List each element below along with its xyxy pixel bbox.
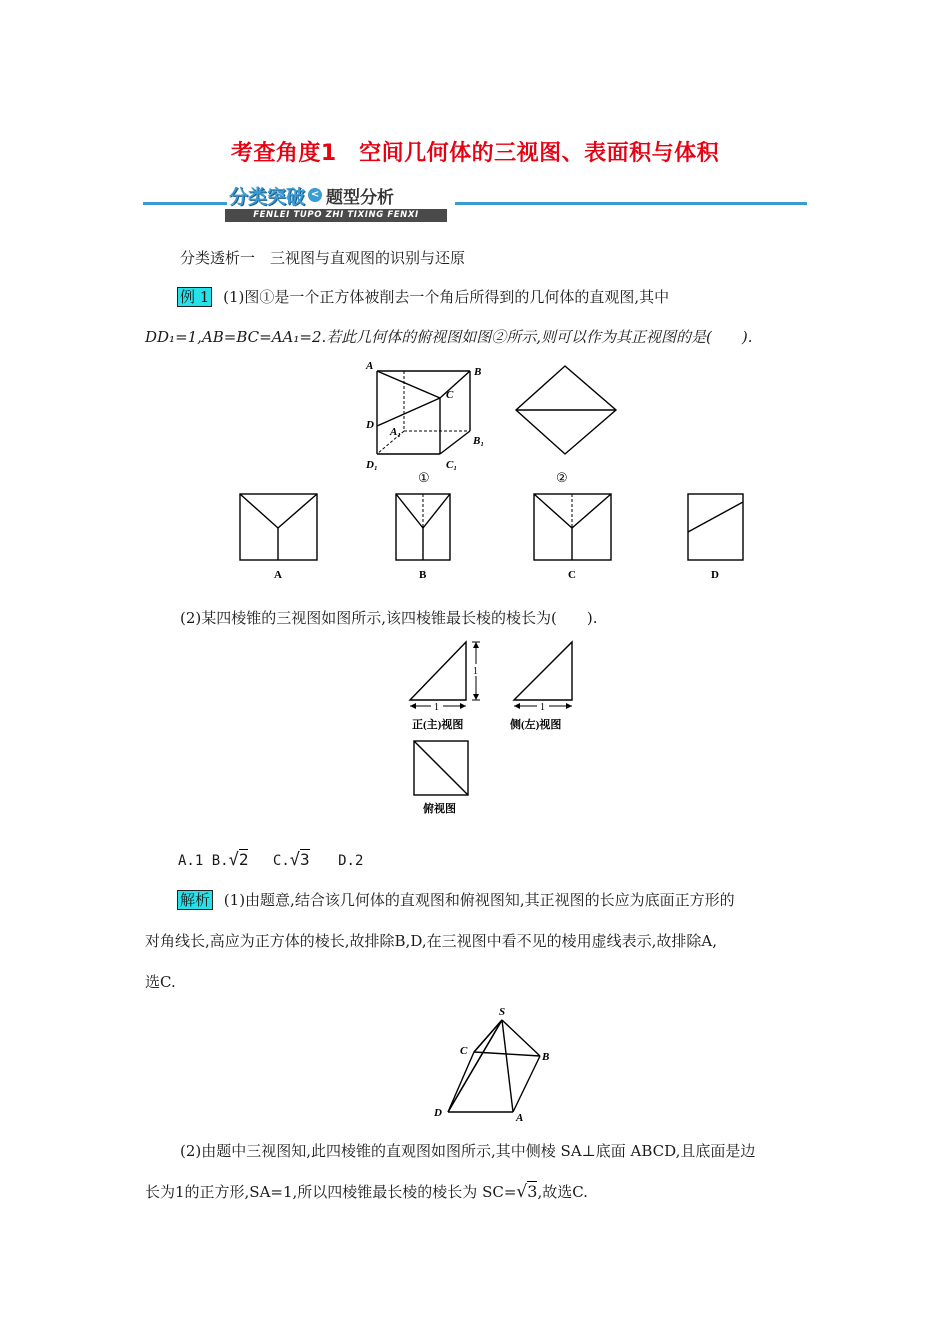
choice-d: D.2	[338, 853, 364, 869]
solution-line-3: 选C.	[145, 973, 176, 991]
solution-1-text: (1)由题意,结合该几何体的直观图和俯视图知,其正视图的长应为底面正方形的	[223, 891, 735, 909]
option-figure-label-a: A	[274, 569, 282, 581]
sqrt-icon: √	[289, 850, 301, 870]
solution-2-text-a: 长为1的正方形,SA=1,所以四棱锥最长棱的棱长为 SC=	[145, 1183, 517, 1201]
option-figure-label-c: C	[568, 569, 576, 581]
solution-2-line-2	[145, 1182, 588, 1202]
option-figure-label-d: D	[711, 569, 719, 581]
section-heading: 分类透析一 三视图与直观图的识别与还原	[180, 249, 466, 267]
front-height-dim: 1	[473, 666, 478, 677]
choice-b: B.	[211, 853, 229, 869]
page-title: 考查角度1 空间几何体的三视图、表面积与体积	[230, 141, 720, 166]
side-width-dim: 1	[540, 702, 545, 713]
label-C1: C₁	[446, 459, 458, 471]
question-2: (2)某四棱锥的三视图如图所示,该四棱锥最长棱的棱长为( ).	[180, 609, 598, 627]
side-view-caption: 侧(左)视图	[510, 719, 562, 731]
label-B: B	[474, 366, 482, 378]
solution-tag: 解析	[177, 890, 213, 910]
pyramid-label-a: A	[516, 1112, 524, 1124]
figure-2-top-view	[512, 358, 622, 488]
pyramid-label-s: S	[499, 1006, 506, 1018]
side-view-figure	[510, 636, 590, 736]
example-tag: 例 1	[177, 287, 212, 307]
answer-choices	[178, 850, 363, 871]
solution-2-line-1: (2)由题中三视图知,此四棱锥的直观图如图所示,其中侧棱 SA⊥底面 ABCD,且底面是边	[180, 1142, 756, 1160]
section-banner	[225, 183, 447, 223]
solution-2-text-b: ,故选C.	[537, 1183, 588, 1201]
choice-c-radicand: 3	[300, 850, 310, 869]
option-figure-label-b: B	[419, 569, 427, 581]
top-view-caption: 俯视图	[423, 803, 456, 815]
label-D: D	[366, 419, 374, 431]
pyramid-figure	[430, 1002, 560, 1128]
pyramid-label-d: D	[434, 1107, 442, 1119]
sqrt-icon: √	[228, 850, 239, 870]
front-width-dim: 1	[434, 702, 439, 713]
arrow-circle-icon: <	[308, 188, 322, 202]
label-C: C	[446, 389, 454, 401]
top-view-figure	[410, 738, 480, 820]
front-view-figure	[404, 636, 494, 736]
option-figure-a	[238, 492, 320, 584]
pyramid-label-c: C	[460, 1045, 468, 1057]
banner-main-text-2: 题型分析	[326, 187, 395, 208]
choice-a: A.1	[178, 853, 204, 869]
banner-line-right	[455, 202, 807, 205]
label-A: A	[366, 360, 374, 372]
banner-main-text: 分类突破	[229, 185, 306, 208]
option-figure-d	[686, 492, 748, 584]
choice-c: C.	[272, 853, 290, 869]
solution-2-radicand: 3	[527, 1182, 538, 1201]
banner-subtitle: FENLEI TUPO ZHI TIXING FENXI	[225, 209, 447, 222]
label-D1: D₁	[366, 459, 378, 471]
sqrt-icon: √	[516, 1182, 528, 1202]
option-figure-b	[394, 492, 456, 584]
solution-line-2: 对角线长,高应为正方体的棱长,故排除B,D,在三视图中看不见的棱用虚线表示,故排除A,	[145, 932, 717, 950]
label-A1: A₁	[390, 426, 402, 438]
solution-line-1	[177, 890, 735, 910]
option-figure-c	[532, 492, 614, 584]
question-1-line-2: DD₁=1,AB=BC=AA₁=2.若此几何体的俯视图如图②所示,则可以作为其正视图的是( ).	[145, 328, 753, 346]
figure-1-cube	[360, 358, 500, 488]
question-1-line-1	[177, 287, 669, 307]
pyramid-label-b: B	[542, 1051, 550, 1063]
caption-2: ②	[556, 470, 568, 485]
choice-b-radicand: 2	[238, 850, 249, 869]
front-view-caption: 正(主)视图	[412, 719, 464, 731]
banner-line-left	[143, 202, 227, 205]
caption-1: ①	[418, 470, 430, 485]
question-1-text: (1)图①是一个正方体被削去一个角后所得到的几何体的直观图,其中	[223, 288, 670, 306]
label-B1: B₁	[473, 435, 485, 447]
